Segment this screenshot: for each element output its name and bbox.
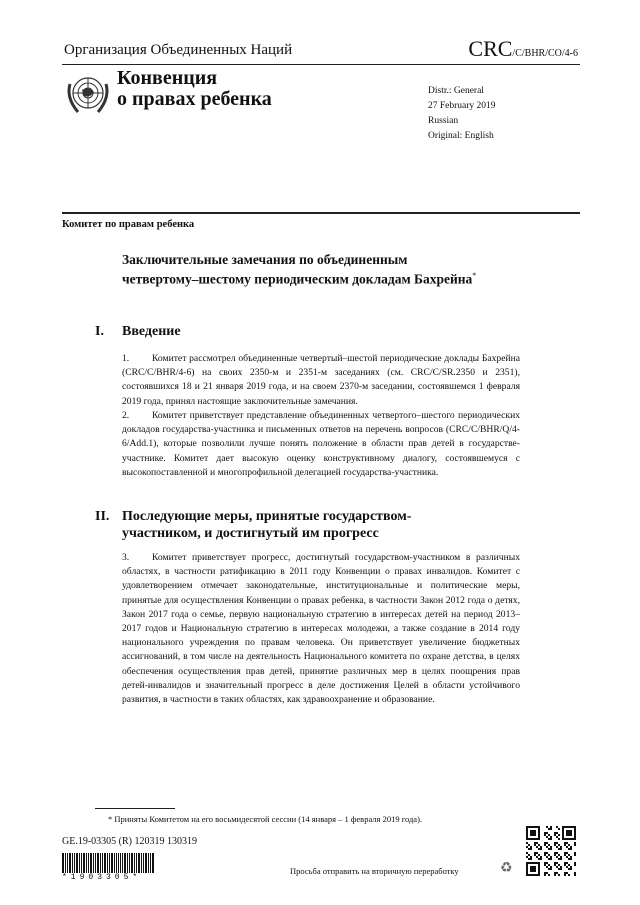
barcode-bar: [69, 853, 71, 873]
barcode-bar: [141, 853, 142, 873]
document-title: [122, 252, 482, 288]
barcode-bar: [131, 853, 133, 873]
barcode-bar: [104, 853, 106, 873]
barcode-bar: [81, 853, 82, 873]
barcode-bar: [118, 853, 120, 873]
barcode-bar: [122, 853, 123, 873]
language-line: Russian: [428, 116, 459, 126]
recycle-text: Просьба отправить на вторичную переработку: [290, 866, 459, 876]
paragraph-number: 3.: [122, 552, 130, 563]
barcode-bar: [93, 853, 94, 873]
barcode-bar: [97, 853, 99, 873]
barcode-bar: [143, 853, 144, 873]
footnote-mark: *: [472, 271, 477, 280]
barcode-bar: [65, 853, 66, 873]
distribution-info: [428, 84, 496, 144]
convention-title: [117, 68, 272, 110]
barcode-bar: [127, 853, 128, 873]
barcode-bar: [152, 853, 154, 873]
barcode-bar: [145, 853, 147, 873]
symbol-main: CRC: [468, 36, 513, 61]
section-number: I.: [95, 324, 104, 339]
footnote-rule: [95, 808, 175, 809]
footnote: * Приняты Комитетом на его восьмидесятой сессии (14 января – 1 февраля 2019 года).: [108, 814, 423, 824]
date-line: 27 February 2019: [428, 101, 496, 111]
paragraph-2: [122, 409, 520, 480]
barcode-bar: [88, 853, 89, 873]
barcode-bar: [116, 853, 117, 873]
header-rule: [62, 64, 580, 65]
barcode-bar: [100, 853, 101, 873]
section-title: Введение: [122, 324, 181, 339]
barcode-bar: [95, 853, 96, 873]
paragraph-1: [122, 352, 520, 409]
barcode-bar: [148, 853, 149, 873]
barcode-bar: [136, 853, 137, 873]
section-heading-1: [95, 323, 181, 340]
barcode-text: *1903305*: [62, 873, 142, 882]
paragraph-text: Комитет приветствует прогресс, достигнутый государством-участником в различных областях, в частности ратификацию в 2011 году Конвенции о правах инвалидов. Комитет с удовлетворением отмечает законодательные, институциональные и политические меры, принятые для осуществления Конвенции о правах ребенка, в частности Закон 2012 года о детях, Закон 2017 года о семье, первую национальную стратегию в интересах детей на период 2013–2017 годов и Национальную стратегию в интересах молодежи, а также создание в 2014 году национального учреждения по правам человека. Он приветствует увеличение бюджетных ассигнований, в том числе на деятельность Национального комитета по охране детства, в целях обеспечения осуществления прав детей, принятие различных мер в целях поощрения прав детей-инвалидов и значительный прогресс в деле достижения Целей в области устойчивого развития, в частности в таких областях, как здравоохранение и образование.: [122, 552, 520, 706]
un-emblem-icon: [64, 70, 112, 118]
barcode-bar: [86, 853, 87, 873]
barcode: [62, 853, 154, 873]
document-symbol: [468, 36, 578, 62]
section-heading-2: [95, 508, 462, 542]
barcode-bar: [67, 853, 68, 873]
title-line-2: о правах ребенка: [117, 88, 272, 110]
barcode-bar: [109, 853, 110, 873]
title-line-1: Конвенция: [117, 67, 218, 89]
barcode-bar: [150, 853, 151, 873]
barcode-bar: [83, 853, 85, 873]
masthead-rule: [62, 212, 580, 214]
paragraph-text: Комитет приветствует представление объединенных четвертого–шестого периодических докладов государства-участника и письменных ответов на перечень вопросов (CRC/C/BHR/Q/4-6/Add.1), которые позволили лучше понять положение в области прав детей в государстве-участнике. Комитет дает высокую оценку конструктивному диалогу, состоявшемуся с высокопоставленной и многопрофильной делегацией государства-участника.: [122, 410, 520, 478]
paragraph-3: [122, 551, 520, 707]
barcode-bar: [72, 853, 73, 873]
barcode-bar: [102, 853, 103, 873]
distr-line: Distr.: General: [428, 86, 484, 96]
barcode-bar: [129, 853, 130, 873]
barcode-bar: [62, 853, 64, 873]
section-title: Последующие меры, принятые государством-участником, и достигнутый им прогресс: [122, 509, 412, 541]
barcode-bar: [79, 853, 80, 873]
original-language-line: Original: English: [428, 131, 494, 141]
section-number: II.: [95, 509, 110, 524]
barcode-bar: [114, 853, 115, 873]
paragraph-text: Комитет рассмотрел объединенные четвертый–шестой периодические доклады Бахрейна (CRC/C/BHR/4-6) на своих 2350-м и 2351-м заседаниях (см. CRC/C/SR.2350 и 2351), состоявшихся 18 и 21 января 2019 года, и на своем 2370-м заседании, состоявшемся 1 февраля 2019 года, принял настоящие заключительные замечания.: [122, 353, 520, 407]
recycle-icon: ♻: [500, 861, 513, 876]
barcode-bar: [120, 853, 121, 873]
paragraph-number: 2.: [122, 410, 130, 421]
barcode-bar: [74, 853, 75, 873]
barcode-bar: [90, 853, 92, 873]
title-text: Заключительные замечания по объединенным четвертому–шестому периодическим докладам Бахрейна: [122, 252, 473, 287]
barcode-bar: [76, 853, 78, 873]
barcode-bar: [124, 853, 126, 873]
organization-name: Организация Объединенных Наций: [64, 42, 293, 58]
paragraph-number: 1.: [122, 353, 130, 364]
barcode-bar: [107, 853, 108, 873]
symbol-sub: /C/BHR/CO/4-6: [512, 48, 578, 59]
barcode-bar: [111, 853, 113, 873]
barcode-bar: [134, 853, 135, 873]
barcode-bar: [138, 853, 140, 873]
committee-name: Комитет по правам ребенка: [62, 219, 195, 230]
job-number: GE.19-03305 (R) 120319 130319: [62, 836, 197, 847]
qr-code-icon: [526, 826, 576, 876]
